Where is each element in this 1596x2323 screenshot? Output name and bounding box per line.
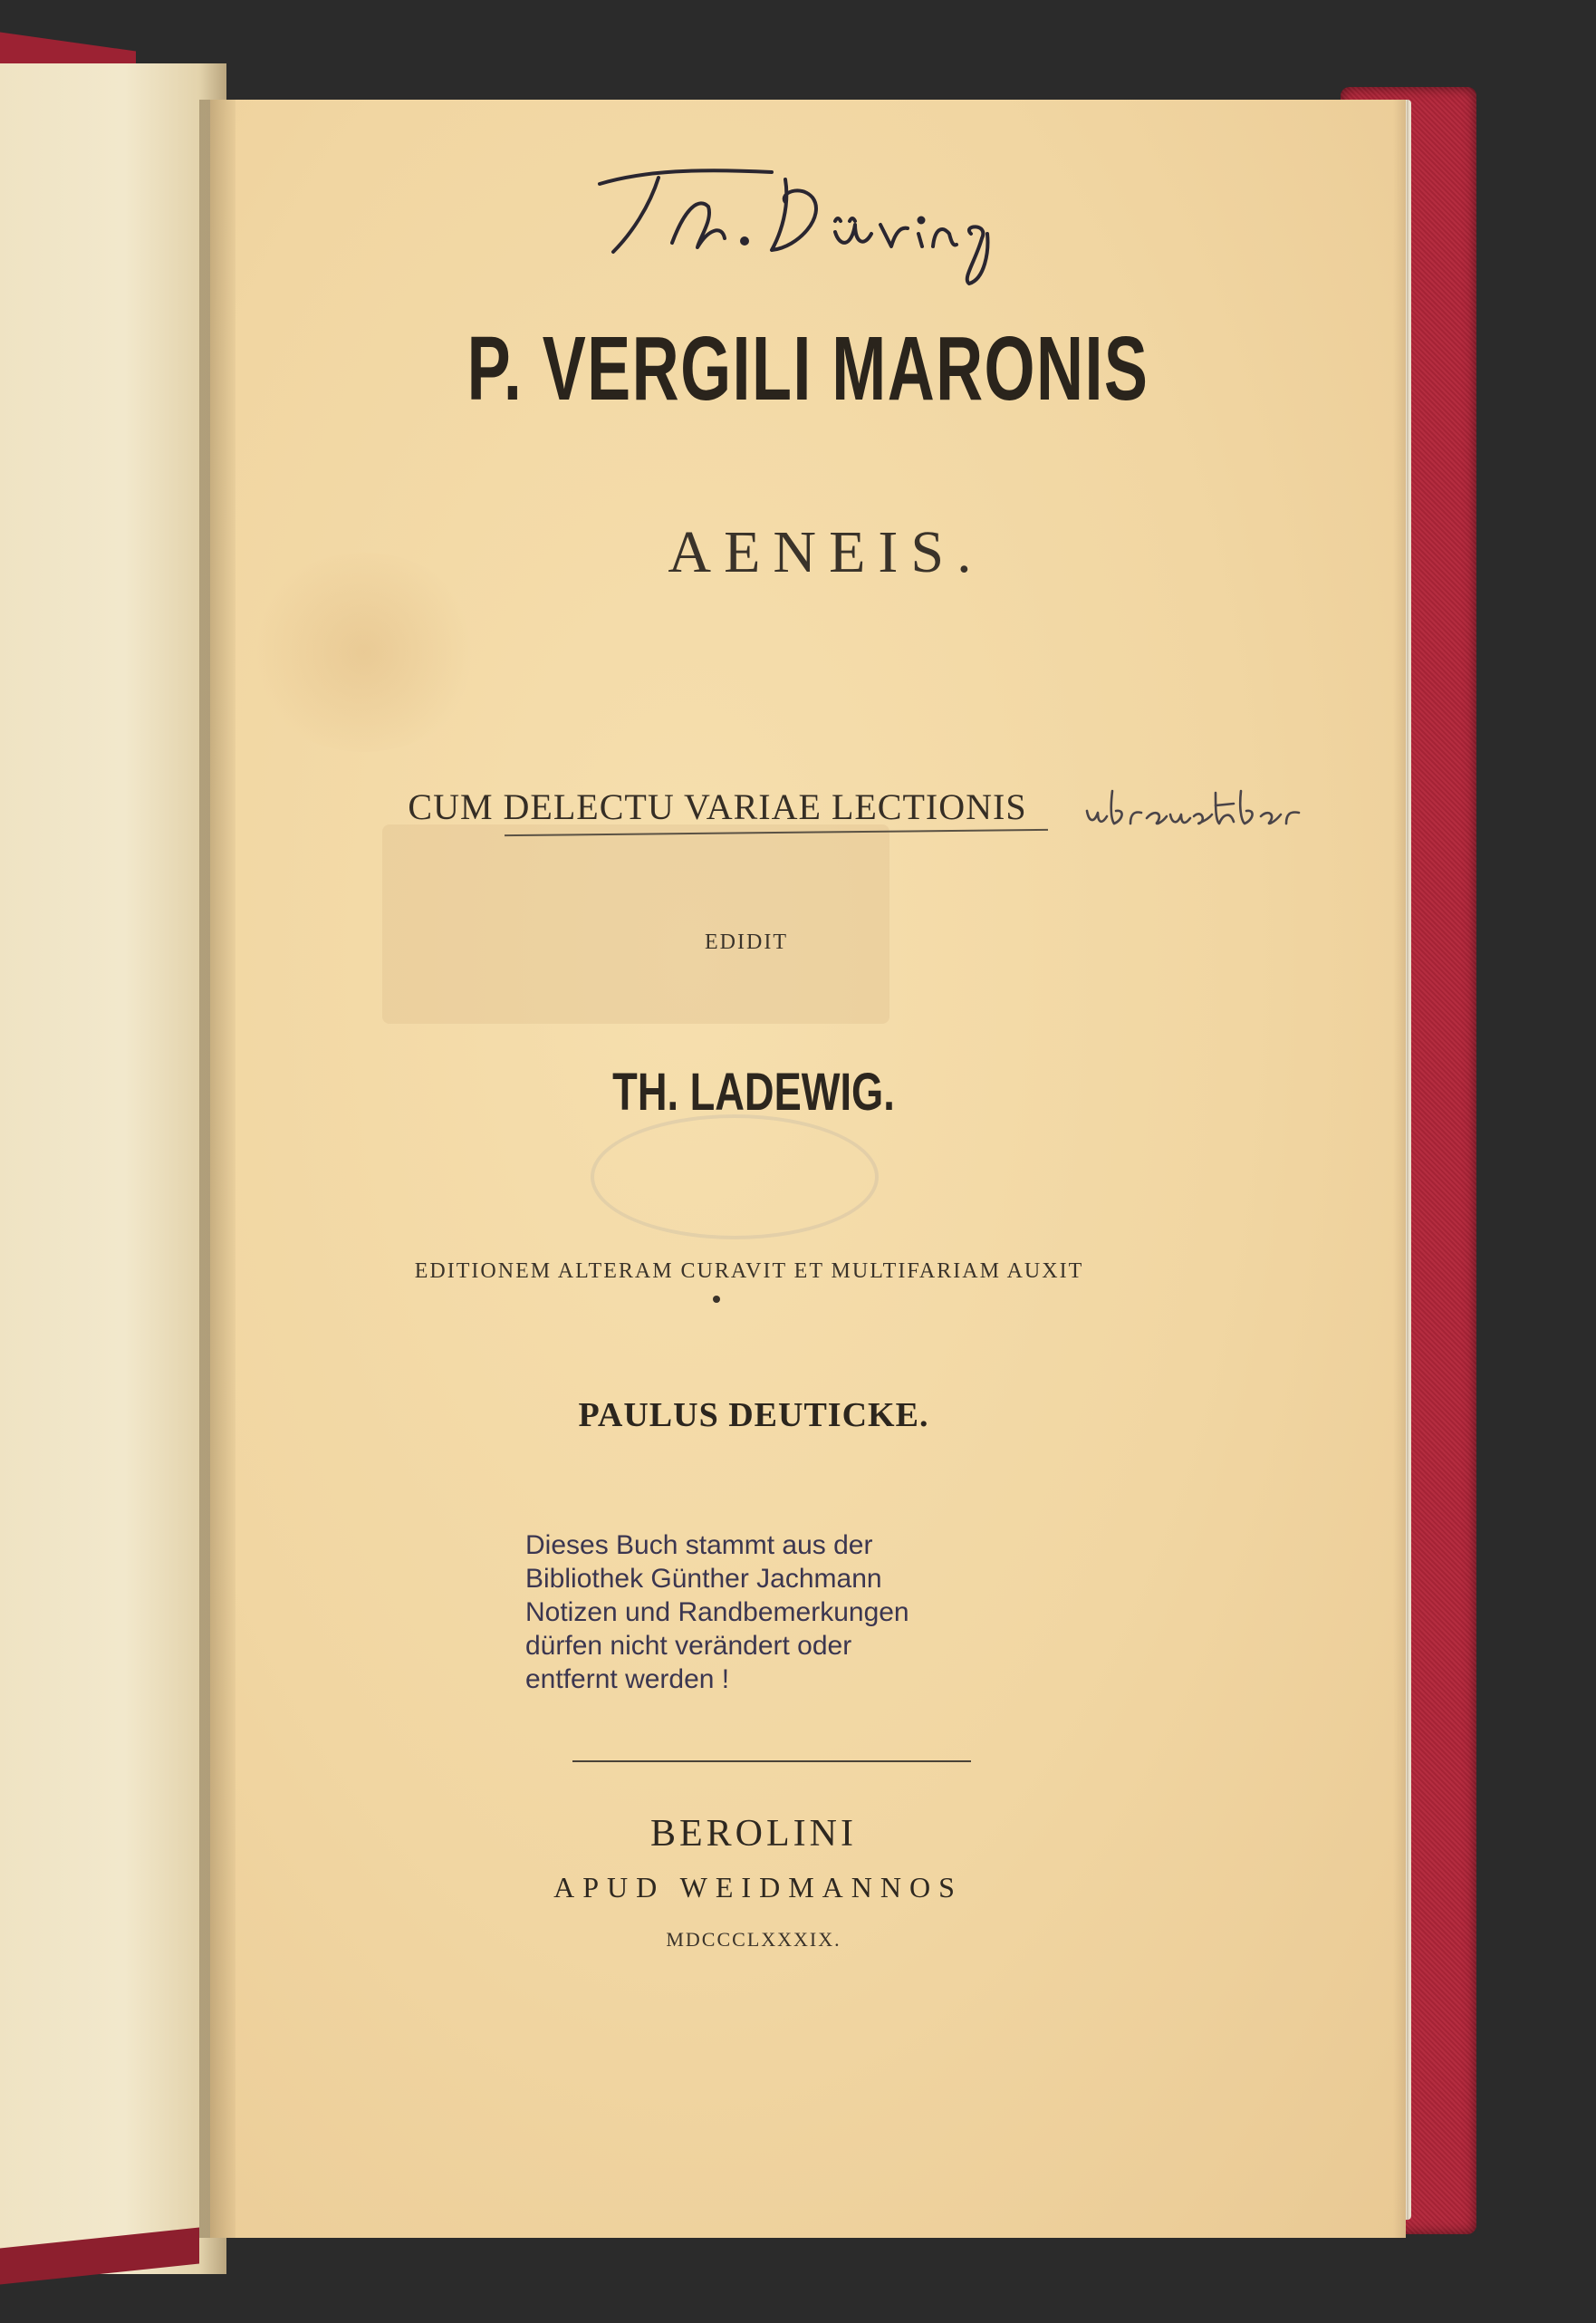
imprint-publisher: APUD WEIDMANNOS <box>553 1871 963 1904</box>
revision-note: EDITIONEM ALTERAM CURAVIT ET MULTIFARIAM AUXIT <box>414 1259 1084 1283</box>
paper-discoloration <box>382 824 889 1024</box>
reviser-name: PAULUS DEUTICKE. <box>578 1396 929 1434</box>
subtitle: CUM DELECTU VARIAE LECTIONIS <box>408 786 1027 827</box>
library-stamp <box>525 1528 978 1696</box>
imprint-year: MDCCCLXXXIX. <box>666 1928 841 1951</box>
ink-dot <box>713 1296 720 1303</box>
stamp-line: Notizen und Randbemerkungen <box>525 1597 909 1627</box>
author-title: P. VERGILI MARONIS <box>466 318 1149 419</box>
stamp-line: entfernt werden ! <box>525 1664 730 1694</box>
faint-stamp-mark <box>591 1114 879 1239</box>
page-edge-shading <box>1393 100 1406 2238</box>
editor-name: TH. LADEWIG. <box>612 1063 895 1122</box>
stamp-line: dürfen nicht verändert oder <box>525 1631 852 1661</box>
owner-signature <box>563 134 1034 288</box>
title-page <box>210 100 1406 2238</box>
gutter-shadow <box>199 100 236 2238</box>
stamp-line: Bibliothek Günther Jachmann <box>525 1564 882 1594</box>
stamp-line: Dieses Buch stammt aus der <box>525 1530 873 1560</box>
imprint-place: BEROLINI <box>650 1813 857 1855</box>
marginal-note-handwriting <box>1080 775 1324 838</box>
edidit-label: EDIDIT <box>705 930 788 954</box>
work-title: AENEIS. <box>668 519 985 585</box>
divider-rule <box>572 1760 971 1762</box>
